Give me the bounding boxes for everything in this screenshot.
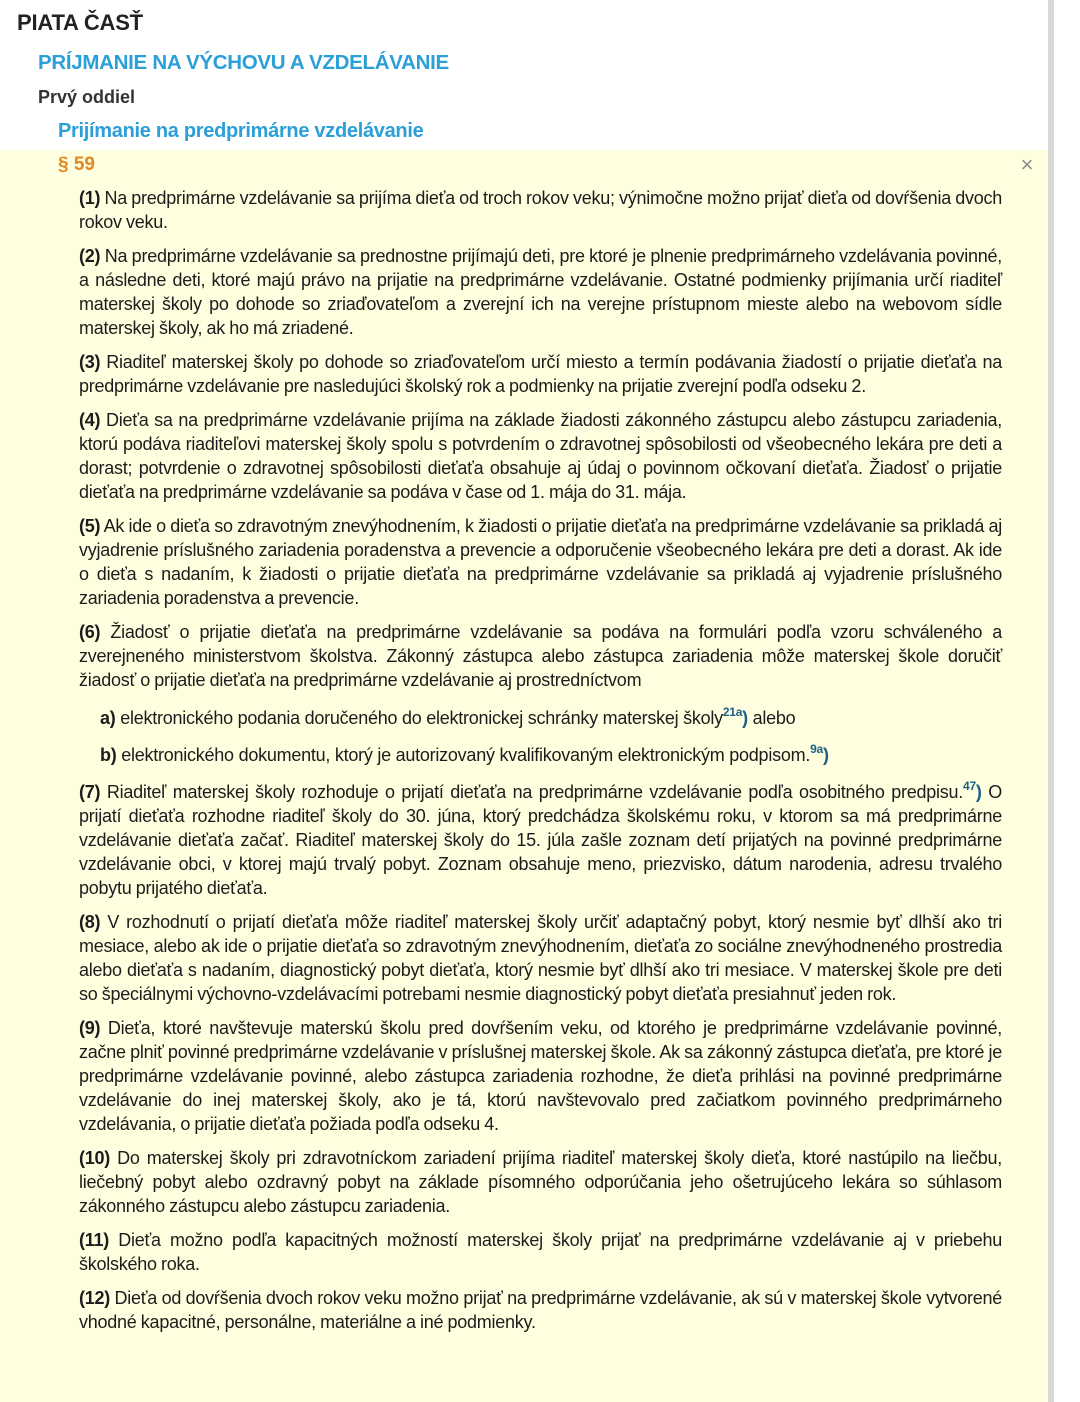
list-item-b [100, 743, 1002, 767]
subsection-text: Žiadosť o prijatie dieťaťa na predprimárne vzdelávanie sa podáva na formulári podľa vzoru schváleného a zverejneného ministerstvom školstva. Zákonný zástupca alebo zástupca zariadenia môže materskej škole doručiť žiadosť o prijatie dieťaťa na predprimárne vzdelávanie aj prostredníctvom [79, 622, 1002, 690]
part-heading: PIATA ČASŤ [17, 10, 143, 35]
item-letter: a) [100, 708, 116, 728]
subsection-text: Na predprimárne vzdelávanie sa prijíma dieťa od troch rokov veku; výnimočne možno prijať dieťa od dovŕšenia dvoch rokov veku. [79, 188, 1002, 232]
subsection-number: (3) [79, 352, 101, 372]
subsection-5 [79, 514, 1002, 610]
subsection-number: (11) [79, 1230, 110, 1250]
subsection-11 [79, 1228, 1002, 1276]
section-title: Prijímanie na predprimárne vzdelávanie [58, 120, 424, 142]
subsection-9 [79, 1016, 1002, 1136]
subsection-number: (8) [79, 912, 101, 932]
footnote-ref[interactable]: 21a [722, 705, 743, 719]
subsection-number: (9) [79, 1018, 101, 1038]
footnote-link-9a[interactable] [810, 742, 829, 765]
footnote-link-21a[interactable] [722, 705, 748, 728]
subsection-3 [79, 350, 1002, 398]
item-text: elektronického dokumentu, ktorý je autorizovaný kvalifikovaným elektronickým podpisom. [116, 745, 811, 765]
subsection-number: (10) [79, 1148, 111, 1168]
item-text-after: alebo [747, 708, 796, 728]
subsection-text: Dieťa možno podľa kapacitných možností materskej školy prijať na predprimárne vzdelávanie aj v priebehu školského roka. [79, 1230, 1002, 1274]
subsection-number: (7) [79, 782, 101, 802]
subsection-text: Riaditeľ materskej školy po dohode so zriaďovateľom určí miesto a termín podávania žiadostí o prijatie dieťaťa na predprimárne vzdelávanie pre nasledujúci školský rok a podmienky na prijatie zverejní podľa odseku 2. [79, 352, 1002, 396]
subsection-text: Riaditeľ materskej školy rozhoduje o prijatí dieťaťa na predprimárne vzdelávanie podľa osobitného predpisu. [100, 782, 964, 802]
subsection-text: Na predprimárne vzdelávanie sa prednostne prijímajú deti, pre ktoré je plnenie predprimárneho vzdelávania povinné, a následne deti, ktoré majú právo na prijatie na predprimárne vzdelávanie. Ostatné podmienky prijímania určí riaditeľ materskej školy po dohode so zriaďovateľom a zverejní ich na verejne prístupnom mieste alebo na webovom sídle materskej školy, ak ho má zriadené. [79, 246, 1002, 338]
item-letter: b) [100, 745, 117, 765]
subsection-text: Ak ide o dieťa so zdravotným znevýhodnením, k žiadosti o prijatie dieťaťa na predprimárne vzdelávanie sa prikladá aj vyjadrenie príslušného zariadenia poradenstva a prevencie a odporučenie všeobecného lekára pre deti a dorast. Ak ide o dieťa s nadaním, k žiadosti o prijatie dieťaťa na predprimárne vzdelávanie sa prikladá aj vyjadrenie príslušného zariadenia poradenstva a prevencie. [79, 516, 1002, 608]
subsection-number: (2) [79, 246, 101, 266]
list-item-a [100, 706, 1002, 730]
subsection-text: Dieťa sa na predprimárne vzdelávanie prijíma na základe žiadosti zákonného zástupcu alebo zástupcu zariadenia, ktorú podáva riaditeľovi materskej školy spolu s potvrdením o zdravotnej spôsobilosti od všeobecného lekára pre deti a dorast; potvrdenie o zdravotnej spôsobilosti dieťaťa obsahuje aj údaj o povinnom očkovaní dieťaťa. Žiadosť o prijatie dieťaťa na predprimárne vzdelávanie sa podáva v čase od 1. mája do 31. mája. [79, 410, 1002, 502]
subsection-text: V rozhodnutí o prijatí dieťaťa môže riaditeľ materskej školy určiť adaptačný pobyt, ktorý nesmie byť dlhší ako tri mesiace, alebo ak ide o prijatie dieťaťa so zdravotným znevýhodnením, dieťaťa zo sociálne znevýhodneného prostredia alebo dieťaťa s nadaním, diagnostický pobyt dieťaťa, ktorý nesmie byť dlhší ako tri mesiace. V materskej škole pre deti so špeciálnymi výchovno-vzdelávacími potrebami nesmie diagnostický pobyt dieťaťa presiahnuť jeden rok. [79, 912, 1002, 1004]
footnote-ref[interactable]: 9a [810, 742, 823, 756]
footnote-paren: ) [822, 745, 829, 765]
subsection-text: Dieťa, ktoré navštevuje materskú školu pred dovŕšením veku, od ktorého je predprimárne vzdelávanie povinné, začne plniť povinné predprimárne vzdelávanie v príslušnej materskej škole. Ak sa zákonný zástupca dieťaťa, pre ktoré je predprimárne vzdelávanie povinné, alebo zástupca zariadenia rozhodne, že dieťa prihlási na povinné predprimárne vzdelávanie do inej materskej školy, ako je tá, ktorú navštevovalo pred začiatkom povinného predprimárneho vzdelávania, o prijatie dieťaťa požiada podľa odseku 4. [79, 1018, 1002, 1134]
subsection-12 [79, 1286, 1002, 1334]
footnote-paren: ) [742, 708, 748, 728]
subsection-number: (1) [79, 188, 101, 208]
subsection-text: Dieťa od dovŕšenia dvoch rokov veku možno prijať na predprimárne vzdelávanie, ak sú v materskej škole vytvorené vhodné kapacitné, personálne, materiálne a iné podmienky. [79, 1288, 1002, 1332]
subsection-number: (4) [79, 410, 101, 430]
division-heading: Prvý oddiel [38, 87, 136, 107]
subsection-text-after: O prijatí dieťaťa rozhodne riaditeľ školy do 30. júna, ktorý predchádza školskému roku, v ktorom sa má predprimárne vzdelávanie dieťaťa začať. Riaditeľ materskej školy do 15. júla zašle zoznam detí prijatých na povinné predprimárne vzdelávanie obci, v ktorej majú trvalý pobyt. Zoznam obsahuje meno, priezvisko, dátum narodenia, adresu trvalého pobytu prijatého dieťaťa. [79, 782, 1002, 898]
part-title: PRÍJMANIE NA VÝCHOVU A VZDELÁVANIE [38, 51, 449, 74]
close-icon[interactable]: × [1020, 152, 1034, 177]
subsection-6 [79, 620, 1002, 692]
subsection-8 [79, 910, 1002, 1006]
subsection-number: (12) [79, 1288, 111, 1308]
paragraph-number: § 59 [58, 154, 95, 175]
subsection-1 [79, 186, 1002, 234]
footnote-paren: ) [975, 782, 982, 802]
subsection-7 [79, 780, 1002, 900]
subsection-text: Do materskej školy pri zdravotníckom zariadení prijíma riaditeľ materskej školy dieťa, ktoré nastúpilo na liečbu, liečebný pobyt alebo ozdravný pobyt na základe písomného odporúčania jeho ošetrujúceho lekára so súhlasom zákonného zástupcu alebo zástupcu zariadenia. [79, 1148, 1002, 1216]
subsection-10 [79, 1146, 1002, 1218]
footnote-link-47[interactable] [963, 779, 982, 802]
subsection-number: (6) [79, 622, 101, 642]
paragraph-59-block [0, 150, 1048, 1402]
subsection-6-items [100, 706, 1002, 767]
subsection-2 [79, 244, 1002, 340]
subsection-4 [79, 408, 1002, 504]
subsection-list [79, 186, 1002, 1344]
footnote-ref[interactable]: 47 [963, 779, 976, 793]
item-text: elektronického podania doručeného do elektronickej schránky materskej školy [115, 708, 723, 728]
subsection-number: (5) [79, 516, 101, 536]
